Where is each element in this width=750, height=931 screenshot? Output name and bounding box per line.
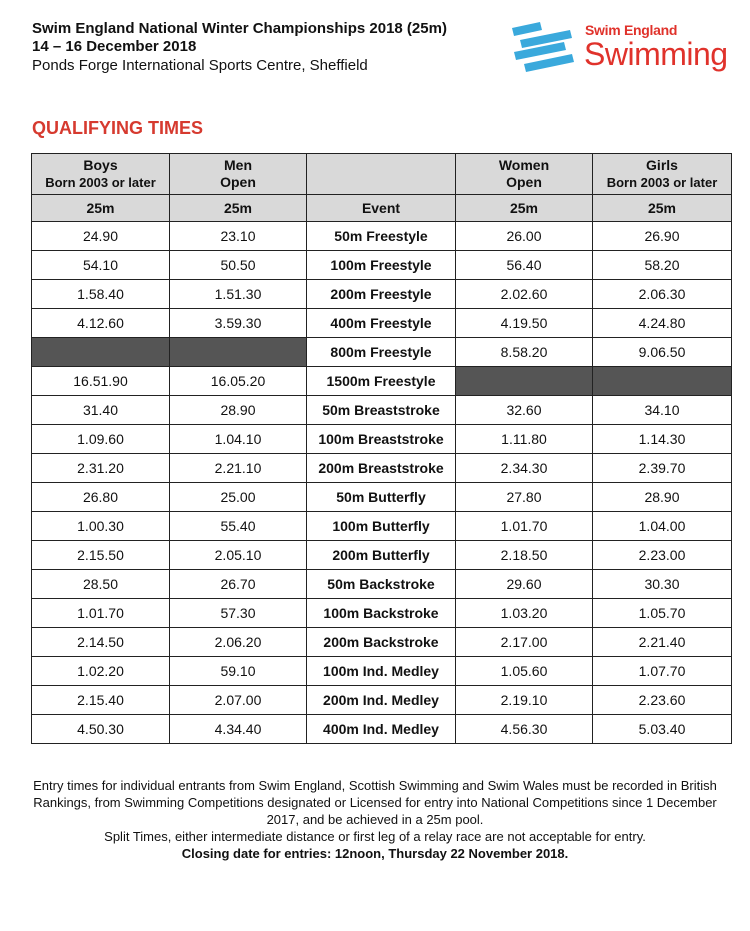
event-column-label: Event xyxy=(307,195,456,222)
event-name-cell: 200m Backstroke xyxy=(307,628,456,657)
time-cell-girls: 1.04.00 xyxy=(593,512,732,541)
event-name-cell: 200m Ind. Medley xyxy=(307,686,456,715)
not-applicable-cell xyxy=(32,338,170,367)
logo-big-text: Swimming xyxy=(584,36,728,72)
time-cell-boys: 1.58.40 xyxy=(32,280,170,309)
document-header xyxy=(32,20,447,75)
table-row xyxy=(32,309,732,338)
table-row xyxy=(32,512,732,541)
table-row xyxy=(32,338,732,367)
time-cell-women: 56.40 xyxy=(456,251,593,280)
table-row xyxy=(32,686,732,715)
time-cell-girls: 4.24.80 xyxy=(593,309,732,338)
time-cell-boys: 4.12.60 xyxy=(32,309,170,338)
time-cell-boys: 2.15.40 xyxy=(32,686,170,715)
table-row xyxy=(32,454,732,483)
column-header-women: Women Open xyxy=(456,154,593,195)
time-cell-girls: 28.90 xyxy=(593,483,732,512)
time-cell-men: 2.21.10 xyxy=(170,454,307,483)
event-name-cell: 200m Breaststroke xyxy=(307,454,456,483)
split-note: Split Times, either intermediate distance or first leg of a relay race are not acceptable for entry. xyxy=(104,829,646,844)
event-venue: Ponds Forge International Sports Centre, Sheffield xyxy=(32,57,368,74)
course-girls: 25m xyxy=(593,195,732,222)
event-name-cell: 50m Backstroke xyxy=(307,570,456,599)
event-name-cell: 800m Freestyle xyxy=(307,338,456,367)
time-cell-boys: 54.10 xyxy=(32,251,170,280)
time-cell-girls: 30.30 xyxy=(593,570,732,599)
event-name-cell: 100m Breaststroke xyxy=(307,425,456,454)
column-header-girls: Girls Born 2003 or later xyxy=(593,154,732,195)
event-name-cell: 50m Freestyle xyxy=(307,222,456,251)
table-row xyxy=(32,628,732,657)
time-cell-boys: 4.50.30 xyxy=(32,715,170,744)
event-name-cell: 100m Ind. Medley xyxy=(307,657,456,686)
time-cell-women: 2.02.60 xyxy=(456,280,593,309)
table-row xyxy=(32,715,732,744)
event-name-cell: 1500m Freestyle xyxy=(307,367,456,396)
event-name-cell: 100m Butterfly xyxy=(307,512,456,541)
time-cell-girls: 5.03.40 xyxy=(593,715,732,744)
time-cell-girls: 2.23.60 xyxy=(593,686,732,715)
entry-note: Entry times for individual entrants from Swim England, Scottish Swimming and Swim Wales must be recorded in British Rankings, from Swimming Competitions designated or Licensed for entry into National Competitions since 1 December 2017, and be achieved in a 25m pool. xyxy=(33,778,717,827)
not-applicable-cell xyxy=(593,367,732,396)
time-cell-girls: 2.23.00 xyxy=(593,541,732,570)
footer-notes xyxy=(30,777,720,862)
section-title: QUALIFYING TIMES xyxy=(32,118,203,138)
event-name-cell: 50m Breaststroke xyxy=(307,396,456,425)
table-row xyxy=(32,425,732,454)
time-cell-women: 4.56.30 xyxy=(456,715,593,744)
time-cell-women: 2.34.30 xyxy=(456,454,593,483)
event-name-cell: 100m Backstroke xyxy=(307,599,456,628)
event-name-cell: 50m Butterfly xyxy=(307,483,456,512)
time-cell-boys: 2.31.20 xyxy=(32,454,170,483)
event-name-cell: 400m Ind. Medley xyxy=(307,715,456,744)
time-cell-men: 28.90 xyxy=(170,396,307,425)
table-subheader-row xyxy=(32,195,732,222)
table-row xyxy=(32,657,732,686)
time-cell-women: 2.17.00 xyxy=(456,628,593,657)
column-header-event-blank xyxy=(307,154,456,195)
time-cell-boys: 16.51.90 xyxy=(32,367,170,396)
time-cell-men: 23.10 xyxy=(170,222,307,251)
time-cell-girls: 26.90 xyxy=(593,222,732,251)
time-cell-boys: 1.09.60 xyxy=(32,425,170,454)
time-cell-girls: 1.07.70 xyxy=(593,657,732,686)
time-cell-men: 2.06.20 xyxy=(170,628,307,657)
time-cell-girls: 9.06.50 xyxy=(593,338,732,367)
event-name-cell: 200m Freestyle xyxy=(307,280,456,309)
time-cell-women: 26.00 xyxy=(456,222,593,251)
swimming-wave-icon xyxy=(510,20,576,76)
table-row xyxy=(32,483,732,512)
not-applicable-cell xyxy=(170,338,307,367)
time-cell-men: 50.50 xyxy=(170,251,307,280)
time-cell-boys: 28.50 xyxy=(32,570,170,599)
time-cell-boys: 1.01.70 xyxy=(32,599,170,628)
time-cell-girls: 2.06.30 xyxy=(593,280,732,309)
time-cell-boys: 2.15.50 xyxy=(32,541,170,570)
time-cell-women: 2.18.50 xyxy=(456,541,593,570)
time-cell-men: 26.70 xyxy=(170,570,307,599)
time-cell-men: 2.05.10 xyxy=(170,541,307,570)
not-applicable-cell xyxy=(456,367,593,396)
time-cell-men: 59.10 xyxy=(170,657,307,686)
time-cell-women: 27.80 xyxy=(456,483,593,512)
time-cell-men: 55.40 xyxy=(170,512,307,541)
table-row xyxy=(32,570,732,599)
time-cell-men: 25.00 xyxy=(170,483,307,512)
time-cell-women: 8.58.20 xyxy=(456,338,593,367)
table-row xyxy=(32,280,732,309)
qualifying-times-table xyxy=(31,153,732,744)
time-cell-men: 57.30 xyxy=(170,599,307,628)
course-men: 25m xyxy=(170,195,307,222)
table-row xyxy=(32,222,732,251)
table-row xyxy=(32,367,732,396)
table-row xyxy=(32,251,732,280)
time-cell-girls: 1.14.30 xyxy=(593,425,732,454)
time-cell-women: 2.19.10 xyxy=(456,686,593,715)
time-cell-women: 4.19.50 xyxy=(456,309,593,338)
course-women: 25m xyxy=(456,195,593,222)
event-title: Swim England National Winter Championships 2018 (25m) xyxy=(32,20,447,37)
time-cell-girls: 34.10 xyxy=(593,396,732,425)
column-header-boys: Boys Born 2003 or later xyxy=(32,154,170,195)
time-cell-women: 1.11.80 xyxy=(456,425,593,454)
time-cell-men: 3.59.30 xyxy=(170,309,307,338)
event-name-cell: 400m Freestyle xyxy=(307,309,456,338)
time-cell-boys: 31.40 xyxy=(32,396,170,425)
time-cell-boys: 2.14.50 xyxy=(32,628,170,657)
table-row xyxy=(32,396,732,425)
time-cell-girls: 1.05.70 xyxy=(593,599,732,628)
time-cell-boys: 1.00.30 xyxy=(32,512,170,541)
time-cell-men: 1.04.10 xyxy=(170,425,307,454)
event-dates: 14 – 16 December 2018 xyxy=(32,38,197,55)
time-cell-women: 1.03.20 xyxy=(456,599,593,628)
time-cell-women: 32.60 xyxy=(456,396,593,425)
swim-england-logo xyxy=(510,18,735,80)
time-cell-girls: 2.39.70 xyxy=(593,454,732,483)
table-header-row xyxy=(32,154,732,195)
time-cell-men: 1.51.30 xyxy=(170,280,307,309)
logo-small-text: Swim England xyxy=(585,22,678,38)
time-cell-men: 2.07.00 xyxy=(170,686,307,715)
event-name-cell: 200m Butterfly xyxy=(307,541,456,570)
table-row xyxy=(32,599,732,628)
table-row xyxy=(32,541,732,570)
time-cell-boys: 1.02.20 xyxy=(32,657,170,686)
column-header-men: Men Open xyxy=(170,154,307,195)
time-cell-girls: 58.20 xyxy=(593,251,732,280)
closing-date: Closing date for entries: 12noon, Thursday 22 November 2018. xyxy=(181,846,569,861)
time-cell-women: 1.05.60 xyxy=(456,657,593,686)
time-cell-girls: 2.21.40 xyxy=(593,628,732,657)
time-cell-women: 1.01.70 xyxy=(456,512,593,541)
time-cell-men: 16.05.20 xyxy=(170,367,307,396)
time-cell-boys: 24.90 xyxy=(32,222,170,251)
course-boys: 25m xyxy=(32,195,170,222)
event-name-cell: 100m Freestyle xyxy=(307,251,456,280)
time-cell-men: 4.34.40 xyxy=(170,715,307,744)
time-cell-boys: 26.80 xyxy=(32,483,170,512)
time-cell-women: 29.60 xyxy=(456,570,593,599)
